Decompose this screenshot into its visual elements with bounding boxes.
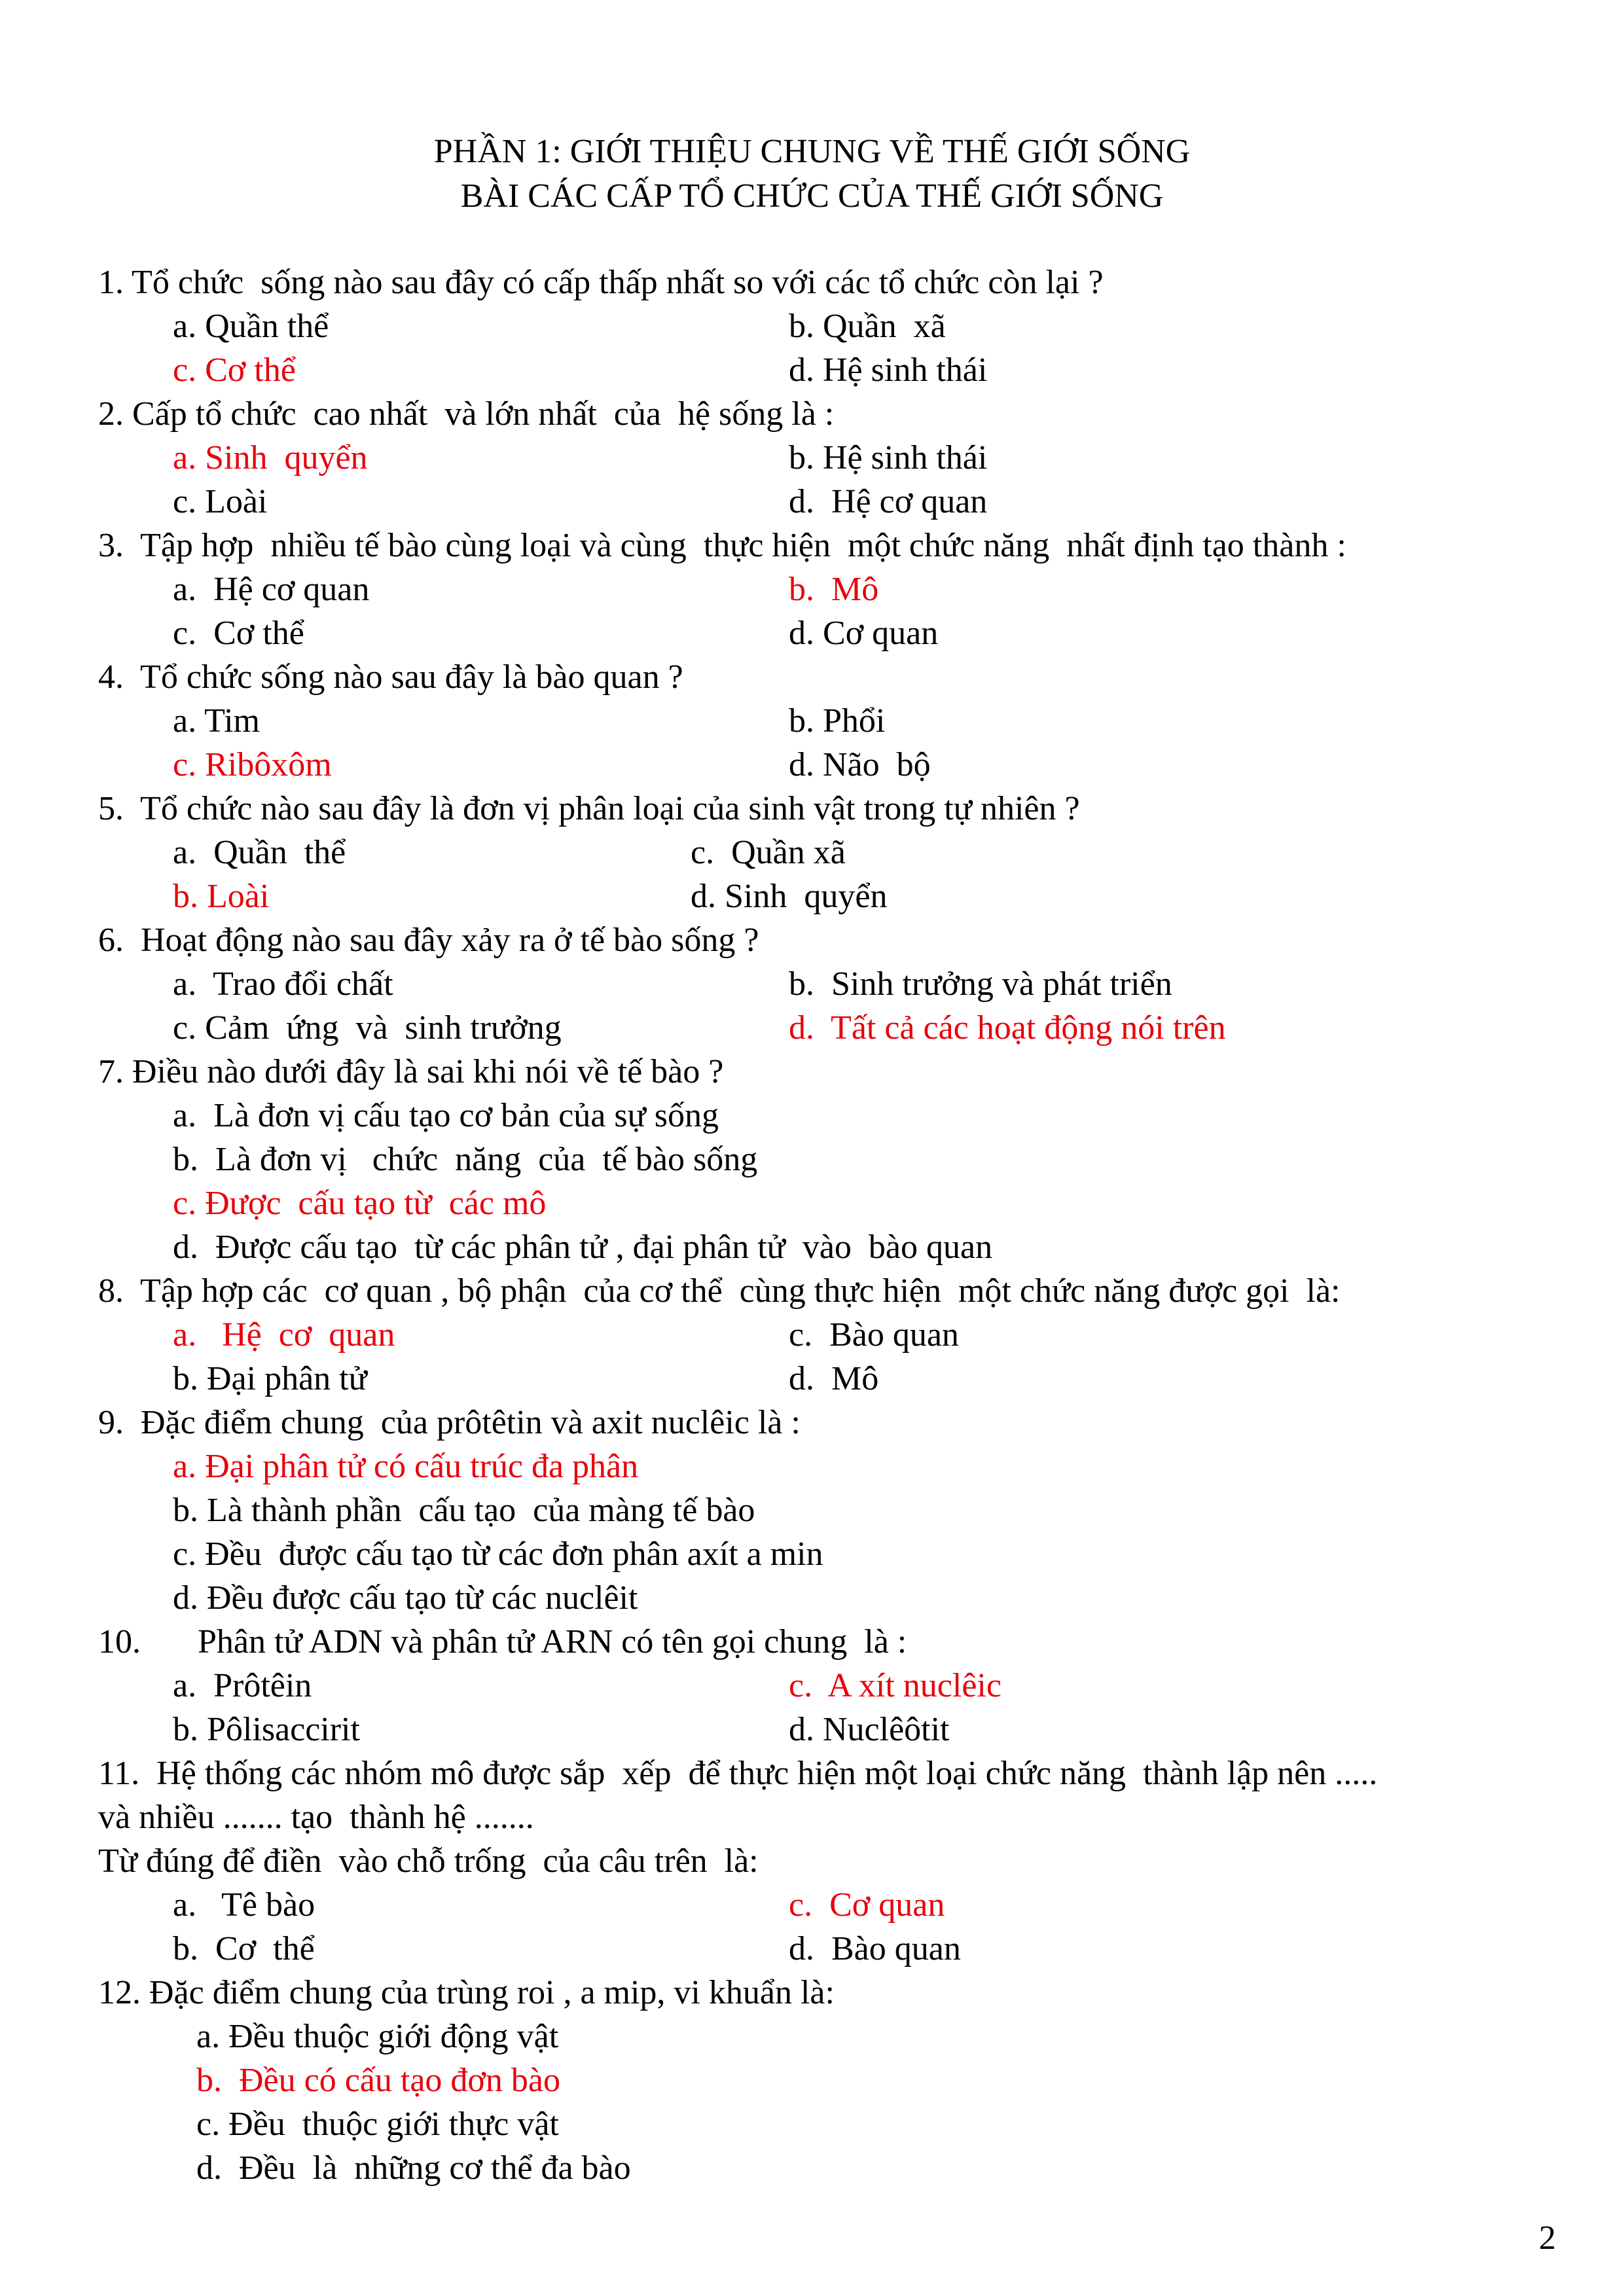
q1-option-d: d. Hệ sinh thái (789, 351, 988, 389)
q10-option-d: d. Nuclêôtit (789, 1711, 950, 1748)
q4-option-a: a. Tim (173, 702, 260, 740)
q5-option-a: a. Quần thể (173, 834, 346, 871)
q9-option-c: c. Đều được cấu tạo từ các đơn phân axít a min (173, 1535, 823, 1573)
question-3: 3. Tập hợp nhiều tế bào cùng loại và cùng thực hiện một chức năng nhất định tạo thành : (98, 527, 1346, 564)
q1-option-c-correct: c. Cơ thể (173, 351, 296, 389)
q10-option-b: b. Pôlisaccirit (173, 1711, 360, 1748)
question-11-prompt: Từ đúng để điền vào chỗ trống của câu trên là: (98, 1842, 759, 1880)
q12-option-d: d. Đều là những cơ thể đa bào (196, 2149, 631, 2187)
question-5: 5. Tổ chức nào sau đây là đơn vị phân loại của sinh vật trong tự nhiên ? (98, 790, 1080, 827)
question-6: 6. Hoạt động nào sau đây xảy ra ở tế bào sống ? (98, 922, 759, 959)
lesson-title: BÀI CÁC CẤP TỔ CHỨC CỦA THẾ GIỚI SỐNG (460, 177, 1164, 215)
q6-option-c: c. Cảm ứng và sinh trưởng (173, 1009, 562, 1047)
question-7: 7. Điều nào dưới đây là sai khi nói về tế bào ? (98, 1053, 724, 1090)
q8-option-c: c. Bào quan (789, 1316, 959, 1354)
q2-option-d: d. Hệ cơ quan (789, 483, 988, 520)
q3-option-a: a. Hệ cơ quan (173, 571, 370, 608)
q7-option-d: d. Được cấu tạo từ các phân tử , đại phân tử vào bào quan (173, 1229, 993, 1266)
question-10-number: 10. (98, 1623, 141, 1660)
section-title: PHẦN 1: GIỚI THIỆU CHUNG VỀ THẾ GIỚI SỐNG (433, 133, 1191, 170)
question-2: 2. Cấp tổ chức cao nhất và lớn nhất của hệ sống là : (98, 395, 835, 433)
q4-option-d: d. Não bộ (789, 746, 931, 783)
q11-option-a: a. Tê bào (173, 1886, 316, 1924)
q6-option-a: a. Trao đổi chất (173, 965, 393, 1003)
q9-option-d: d. Đều được cấu tạo từ các nuclêit (173, 1579, 638, 1617)
q1-option-a: a. Quần thể (173, 308, 329, 345)
question-11: 11. Hệ thống các nhóm mô được sắp xếp để thực hiện một loại chức năng thành lập nên ..... (98, 1755, 1378, 1792)
q3-option-d: d. Cơ quan (789, 615, 939, 652)
question-8: 8. Tập hợp các cơ quan , bộ phận của cơ thể cùng thực hiện một chức năng được gọi là: (98, 1272, 1341, 1310)
q3-option-c: c. Cơ thể (173, 615, 304, 652)
q5-option-d: d. Sinh quyển (691, 878, 888, 915)
q7-option-a: a. Là đơn vị cấu tạo cơ bản của sự sống (173, 1097, 719, 1134)
question-10: Phân tử ADN và phân tử ARN có tên gọi chung là : (198, 1623, 907, 1660)
q3-option-b-correct: b. Mô (789, 571, 879, 608)
q10-option-c-correct: c. A xít nuclêic (789, 1667, 1001, 1704)
q5-option-c: c. Quần xã (691, 834, 846, 871)
q6-option-d-correct: d. Tất cả các hoạt động nói trên (789, 1009, 1226, 1047)
q9-option-b: b. Là thành phần cấu tạo của màng tế bào (173, 1492, 755, 1529)
question-9: 9. Đặc điểm chung của prôtêtin và axit nuclêic là : (98, 1404, 801, 1441)
q12-option-c: c. Đều thuộc giới thực vật (196, 2106, 559, 2143)
q7-option-c-correct: c. Được cấu tạo từ các mô (173, 1185, 547, 1222)
q2-option-b: b. Hệ sinh thái (789, 439, 988, 476)
q5-option-b-correct: b. Loài (173, 878, 270, 915)
q7-option-b: b. Là đơn vị chức năng của tế bào sống (173, 1141, 758, 1178)
question-1: 1. Tổ chức sống nào sau đây có cấp thấp nhất so với các tổ chức còn lại ? (98, 264, 1104, 301)
q11-option-d: d. Bào quan (789, 1930, 961, 1967)
q11-option-b: b. Cơ thể (173, 1930, 315, 1967)
q12-option-b-correct: b. Đều có cấu tạo đơn bào (196, 2062, 560, 2099)
question-4: 4. Tổ chức sống nào sau đây là bào quan ? (98, 658, 683, 696)
q8-option-b: b. Đại phân tử (173, 1360, 367, 1397)
q6-option-b: b. Sinh trưởng và phát triển (789, 965, 1172, 1003)
q8-option-d: d. Mô (789, 1360, 879, 1397)
q8-option-a-correct: a. Hệ cơ quan (173, 1316, 395, 1354)
page-number: 2 (1539, 2219, 1556, 2257)
q11-option-c-correct: c. Cơ quan (789, 1886, 945, 1924)
question-12: 12. Đặc điểm chung của trùng roi , a mip, vi khuẩn là: (98, 1974, 835, 2011)
q10-option-a: a. Prôtêin (173, 1667, 312, 1704)
q2-option-a-correct: a. Sinh quyển (173, 439, 368, 476)
q1-option-b: b. Quần xã (789, 308, 946, 345)
q12-option-a: a. Đều thuộc giới động vật (196, 2018, 559, 2055)
question-11-line2: và nhiều ....... tạo thành hệ ....... (98, 1799, 534, 1836)
q4-option-c-correct: c. Ribôxôm (173, 746, 332, 783)
q2-option-c: c. Loài (173, 483, 268, 520)
q4-option-b: b. Phổi (789, 702, 886, 740)
q9-option-a-correct: a. Đại phân tử có cấu trúc đa phân (173, 1448, 639, 1485)
